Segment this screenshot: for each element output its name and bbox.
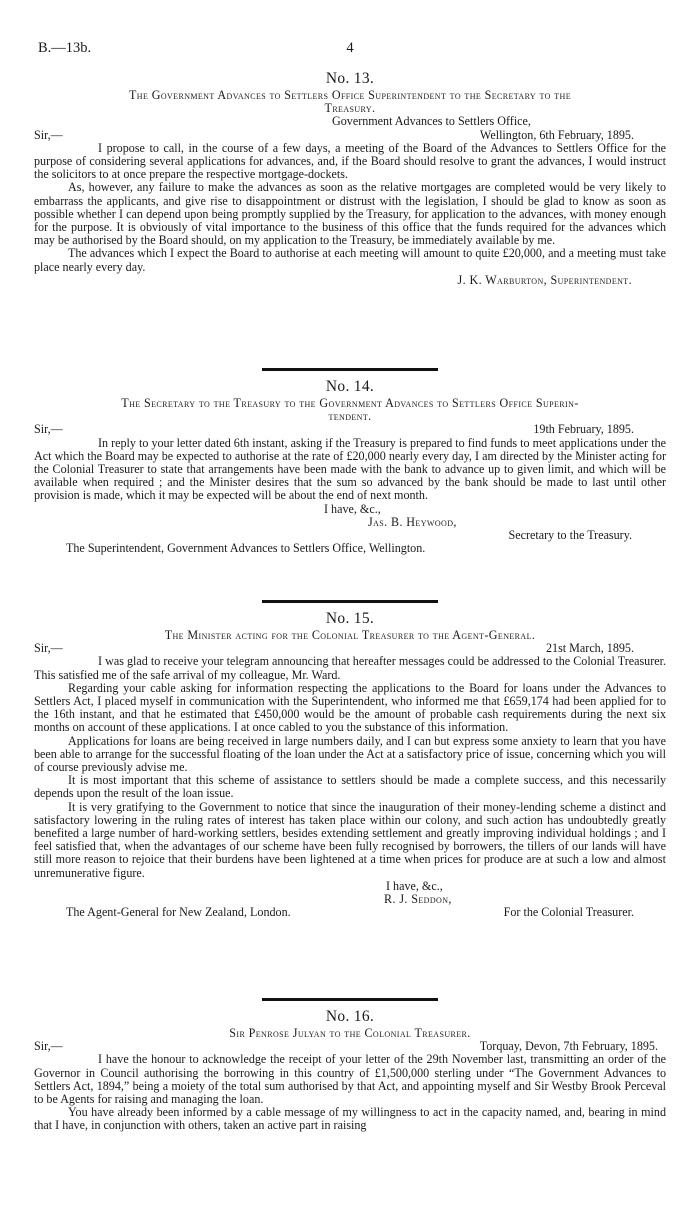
salutation: Sir,— xyxy=(34,127,63,142)
letter-date: Wellington, 6th February, 1895. xyxy=(479,127,634,142)
addressee: The Agent-General for New Zealand, London. xyxy=(66,905,291,920)
letter-no-13 xyxy=(34,70,666,287)
salutation: Sir,— xyxy=(34,1039,63,1054)
closing: I have, &c., xyxy=(386,878,443,893)
salutation: Sir,— xyxy=(34,641,63,656)
letter-title-line-2: Treasury. xyxy=(324,101,376,116)
letter-title-line-2: tendent. xyxy=(328,409,372,424)
addressee: The Superintendent, Government Advances to Settlers Office, Wellington. xyxy=(66,541,426,556)
paragraph: Regarding your cable asking for information respecting the applications to the Board for loans under the Advances to Settlers Act, I placed myself in communication with the Superintendent, who informed me that £659,174 had been applied for to the 16th instant, and that he estimated that £450,000 would be the amount of probable cash requirements during the next six months on account of these applications. I at once cabled to you the substance of this information. xyxy=(34,680,666,735)
letter-title-line-1: The Government Advances to Settlers Office Superintendent to the Secretary to the xyxy=(129,88,571,102)
document-reference: B.—13b. xyxy=(38,40,92,56)
section-divider xyxy=(262,998,438,1001)
letter-date: Torquay, Devon, 7th February, 1895. xyxy=(479,1039,658,1054)
closing: I have, &c., xyxy=(324,501,381,516)
letter-title-line-1: The Minister acting for the Colonial Treasurer to the Agent-General. xyxy=(164,628,536,642)
letter-title-line-1: The Secretary to the Treasury to the Government Advances to Settlers Office Superin- xyxy=(121,396,579,410)
paragraph: In reply to your letter dated 6th instant, asking if the Treasury is prepared to find funds to meet applications under the Act which the Board may be expected to authorise at the rate of £20,000 nearly every day, I am directed by the Minister acting for the Colonial Treasurer to state that arrangements have been made with the bank to advance up to given limit, and which will be available when required ; and the Minister desires that the sum so advanced by the bank should be made to last until other provision is made, which it may be expected will be about the end of next month. xyxy=(34,435,666,503)
letter-title-text: Sir Penrose Julyan to the Colonial Treasurer. xyxy=(229,1026,471,1040)
paragraph: It is very gratifying to the Government to notice that since the inauguration of their money-lending scheme a distinct and satisfactory lowering in the ruling rates of interest has taken place within our colony, and such action has undoubtedly greatly benefited a large number of hard-working settlers, besides extending settlement and greatly improving individual holdings ; and I feel satisfied that, when the advantages of our scheme have been fully recognised by borrowers, the tillers of our lands will have still more reason to rejoice that their burdens have been lightened at a time when prices for produce are at such a low and almost unremunerative figure. xyxy=(34,799,666,880)
paragraph: Applications for loans are being received in large numbers daily, and I can but express some anxiety to learn that you have been able to arrange for the successful floating of the loan under the Act at a satisfactory price of issue, concerning which you will of course previously advise me. xyxy=(34,733,666,775)
paragraph: You have already been informed by a cable message of my willingness to act in the capacity named, and, bearing in mind that I have, in conjunction with others, taken an active part in raising xyxy=(34,1105,666,1133)
letter-no-14 xyxy=(34,378,666,555)
sender-address: Government Advances to Settlers Office, xyxy=(332,114,531,129)
letter-number: No. 13. xyxy=(325,70,375,87)
section-divider xyxy=(262,368,438,371)
paragraph: I have the honour to acknowledge the receipt of your letter of the 29th November last, transmitting an order of the Governor in Council authorising the borrowing in this country of £1,500,000 sterling under “The Government Advances to Settlers Act, 1894,” being a moiety of the total sum authorised by that Act, and appointing myself and Sir Westby Brook Perceval to be Agents for raising and managing the loan. xyxy=(34,1052,666,1106)
salutation-row xyxy=(34,423,666,436)
paragraph: I propose to call, in the course of a few days, a meeting of the Board of the Advances to Settlers Office for the purpose of considering several applications for advances, and, if the Board should resolve to grant the advances, I would instruct the solicitors to at once prepare the respective mortgage-dockets. xyxy=(34,140,666,182)
signature-name: Jas. B. Heywood, xyxy=(368,514,457,529)
letter-date: 21st March, 1895. xyxy=(545,641,634,656)
section-divider xyxy=(262,600,438,603)
paragraph: I was glad to receive your telegram announcing that hereafter messages could be addressed to the Colonial Treasurer. This satisfied me of the safe arrival of my colleague, Mr. Ward. xyxy=(34,654,666,682)
addressee-row xyxy=(34,906,666,919)
letter-date: 19th February, 1895. xyxy=(533,422,634,437)
salutation-row xyxy=(34,642,666,655)
paragraph: As, however, any failure to make the advances as soon as the relative mortgages are completed would be very likely to embarrass the applicants, and give rise to disappointment or distrust with the legislation, I should be glad to know as soon as possible whether I can depend upon being promptly supplied by the Treasury, for application to the advances, with money enough for the purpose. It is obviously of vital importance to the business of this office that the funds required for the advances which may be authorised by the Board should, on my application to the Treasury, be immediately available by me. xyxy=(34,180,666,248)
page-number: 4 xyxy=(346,40,354,56)
signature-title: Secretary to the Treasury. xyxy=(508,528,632,543)
signature-name: R. J. Seddon, xyxy=(384,892,452,907)
letter-number: No. 16. xyxy=(325,1008,375,1025)
letter-number: No. 15. xyxy=(325,610,375,627)
letter-no-16 xyxy=(34,1008,666,1133)
salutation: Sir,— xyxy=(34,422,63,437)
signature: J. K. Warburton, Superintendent. xyxy=(457,272,632,287)
paragraph: The advances which I expect the Board to authorise at each meeting will amount to quite £20,000, and a meeting must take place nearly every day. xyxy=(34,246,666,274)
signature-title: For the Colonial Treasurer. xyxy=(503,905,634,920)
salutation-row xyxy=(34,129,666,142)
letter-no-15 xyxy=(34,610,666,919)
paragraph: It is most important that this scheme of assistance to settlers should be made a complete success, and this necessarily depends upon the result of the loan issue. xyxy=(34,773,666,801)
salutation-row xyxy=(34,1040,666,1053)
letter-number: No. 14. xyxy=(325,378,375,395)
